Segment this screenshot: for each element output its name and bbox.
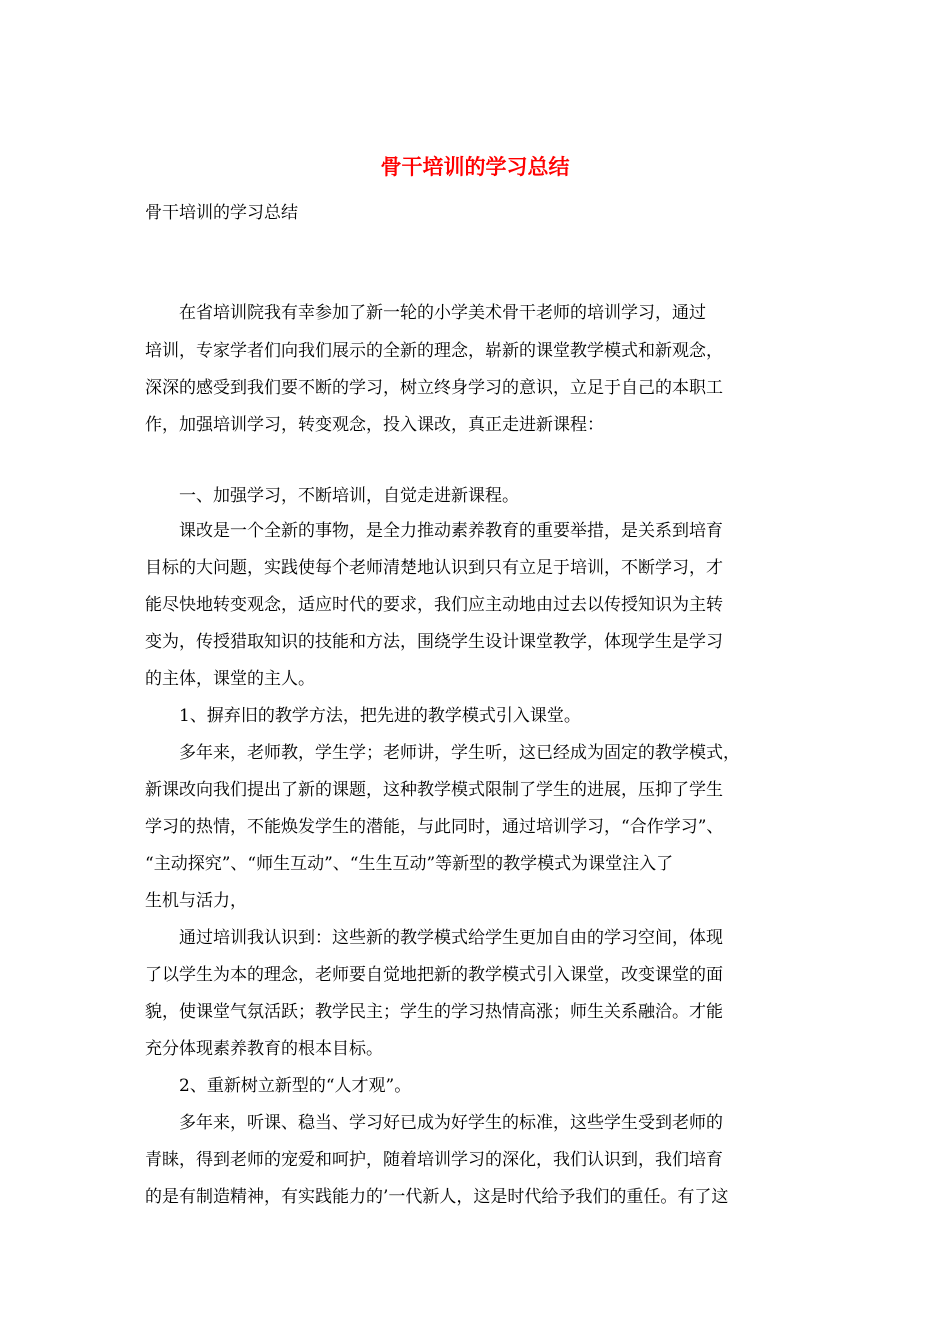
paragraph-line: 课改是一个全新的事物，是全力推动素养教育的重要举措，是关系到培育: [145, 521, 723, 541]
document-subtitle: 骨干培训的学习总结: [145, 203, 298, 223]
paragraph-line: “主动探究”、“师生互动”、“生生互动”等新型的教学模式为课堂注入了: [145, 854, 674, 874]
paragraph-line: 的主体，课堂的主人。: [145, 669, 315, 689]
section-heading: 2、重新树立新型的“人才观”。: [145, 1076, 412, 1096]
paragraph-line: 生机与活力，: [145, 891, 247, 911]
paragraph-line: 目标的大问题，实践使每个老师清楚地认识到只有立足于培训，不断学习，才: [145, 558, 723, 578]
paragraph-line: 在省培训院我有幸参加了新一轮的小学美术骨干老师的培训学习，通过: [145, 303, 706, 323]
section-heading: 一、加强学习，不断培训，自觉走进新课程。: [145, 486, 519, 506]
paragraph-line: 新课改向我们提出了新的课题，这种教学模式限制了学生的进展，压抑了学生: [145, 780, 723, 800]
paragraph-line: 了以学生为本的理念，老师要自觉地把新的教学模式引入课堂，改变课堂的面: [145, 965, 723, 985]
paragraph-line: 多年来，听课、稳当、学习好已成为好学生的标准，这些学生受到老师的: [145, 1113, 723, 1133]
paragraph-line: 能尽快地转变观念，适应时代的要求，我们应主动地由过去以传授知识为主转: [145, 595, 723, 615]
paragraph-line: 深深的感受到我们要不断的学习，树立终身学习的意识，立足于自己的本职工: [145, 378, 723, 398]
paragraph-line: 作，加强培训学习，转变观念，投入课改，真正走进新课程：: [145, 415, 604, 435]
section-heading: 1、摒弃旧的教学方法，把先进的教学模式引入课堂。: [145, 706, 581, 726]
paragraph-line: 变为，传授猎取知识的技能和方法，围绕学生设计课堂教学，体现学生是学习: [145, 632, 723, 652]
paragraph-line: 青睐，得到老师的宠爱和呵护，随着培训学习的深化，我们认识到，我们培育: [145, 1150, 723, 1170]
paragraph-line: 多年来，老师教，学生学；老师讲，学生听，这已经成为固定的教学模式，: [145, 743, 740, 763]
paragraph-line: 培训，专家学者们向我们展示的全新的理念，崭新的课堂教学模式和新观念，: [145, 341, 723, 361]
paragraph-line: 的是有制造精神，有实践能力的’一代新人，这是时代给予我们的重任。有了这: [145, 1187, 729, 1207]
paragraph-line: 充分体现素养教育的根本目标。: [145, 1039, 383, 1059]
paragraph-line: 通过培训我认识到：这些新的教学模式给学生更加自由的学习空间，体现: [145, 928, 723, 948]
paragraph-line: 学习的热情，不能焕发学生的潜能，与此同时，通过培训学习，“合作学习”、: [145, 817, 724, 837]
paragraph-line: 貌，使课堂气氛活跃；教学民主；学生的学习热情高涨；师生关系融洽。才能: [145, 1002, 723, 1022]
document-title: 骨干培训的学习总结: [380, 155, 570, 179]
